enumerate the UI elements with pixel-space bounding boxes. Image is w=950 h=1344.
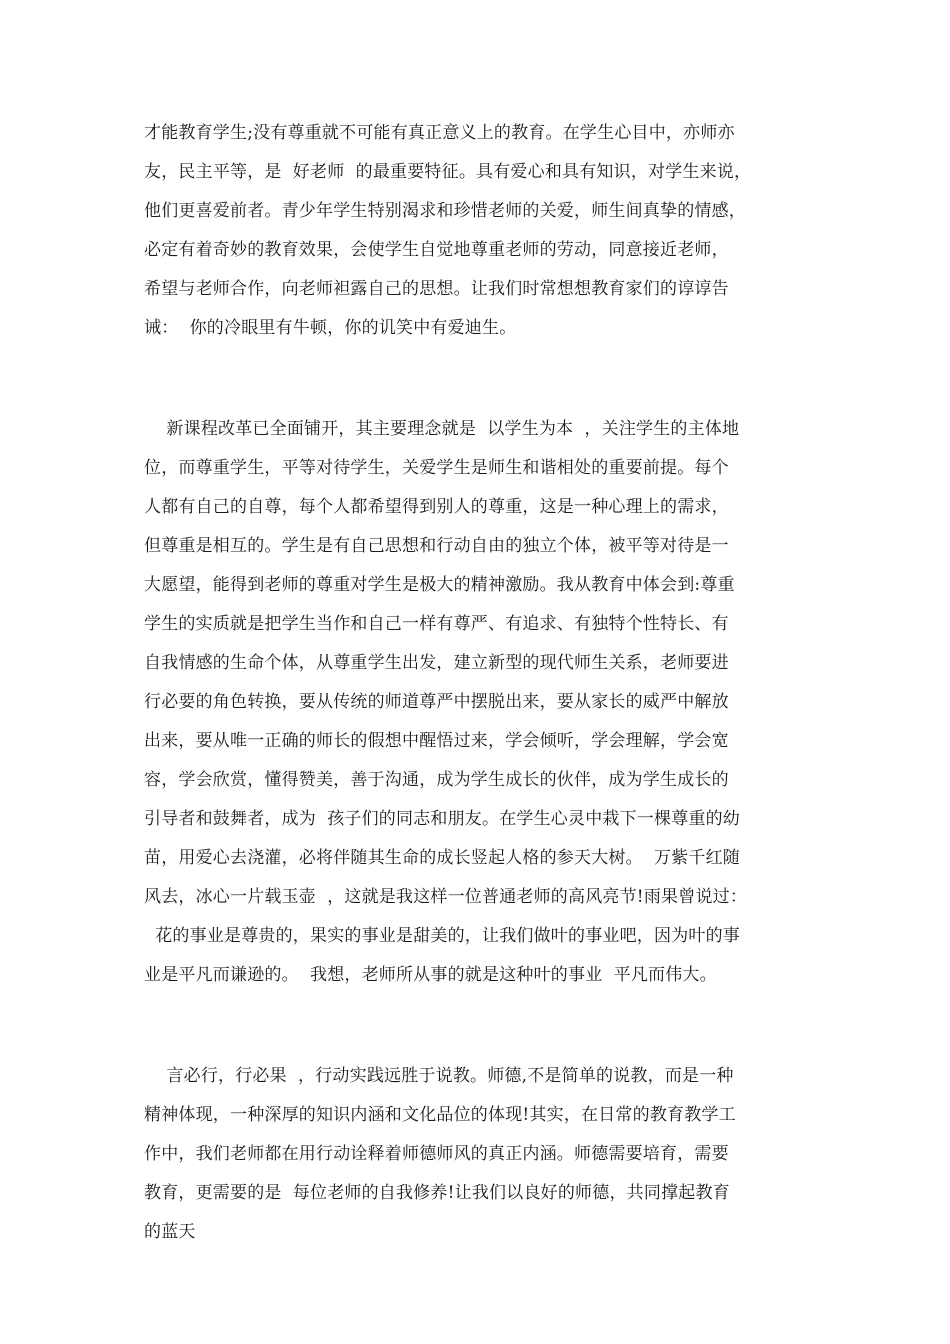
paragraph-line: 作中，我们老师都在用行动诠释着师德师风的真正内涵。师德需要培育，需要: [144, 1144, 729, 1164]
paragraph-line: 行必要的角色转换，要从传统的师道尊严中摆脱出来，要从家长的威严中解放: [144, 692, 729, 712]
paragraph-line: 希望与老师合作，向老师袒露自己的思想。让我们时常想想教育家们的谆谆告: [144, 279, 729, 299]
paragraph-line: 风去，冰心一片载玉壶 ，这就是我这样一位普通老师的高风亮节!雨果曾说过：: [144, 887, 748, 907]
paragraph-line: 业是平凡而谦逊的。 我想，老师所从事的就是这种叶的事业 平凡而伟大。: [144, 965, 717, 985]
paragraph-line: 但尊重是相互的。学生是有自己思想和行动自由的独立个体，被平等对待是一: [144, 536, 729, 556]
paragraph-line: 苗，用爱心去浇灌，必将伴随其生命的成长竖起人格的参天大树。 万紫千红随: [144, 848, 741, 868]
paragraph-line: 出来，要从唯一正确的师长的假想中醒悟过来，学会倾听，学会理解，学会宽: [144, 731, 729, 751]
paragraph-line: 言必行，行必果 ，行动实践远胜于说教。师德,不是简单的说教，而是一种: [144, 1066, 734, 1086]
paragraph-line: 位，而尊重学生，平等对待学生，关爱学生是师生和谐相处的重要前提。每个: [144, 458, 729, 478]
paragraph-line: 自我情感的生命个体，从尊重学生出发，建立新型的现代师生关系，老师要进: [144, 653, 729, 673]
paragraph-line: 精神体现，一种深厚的知识内涵和文化品位的体现!其实，在日常的教育教学工: [144, 1105, 736, 1125]
paragraph-line: 的蓝天: [144, 1222, 196, 1242]
paragraph-line: 人都有自己的自尊，每个人都希望得到别人的尊重，这是一种心理上的需求，: [144, 497, 729, 517]
paragraph-line: 友，民主平等，是 好老师 的最重要特征。具有爱心和具有知识，对学生来说，: [144, 162, 752, 182]
paragraph-line: 容，学会欣赏，懂得赞美，善于沟通，成为学生成长的伙伴，成为学生成长的: [144, 770, 729, 790]
paragraph-line: 大愿望，能得到老师的尊重对学生是极大的精神激励。我从教育中体会到:尊重: [144, 575, 735, 595]
paragraph-line: 花的事业是尊贵的，果实的事业是甜美的，让我们做叶的事业吧，因为叶的事: [144, 926, 741, 946]
paragraph-line: 他们更喜爱前者。青少年学生特别渴求和珍惜老师的关爱，师生间真挚的情感，: [144, 201, 746, 221]
paragraph-line: 学生的实质就是把学生当作和自己一样有尊严、有追求、有独特个性特长、有: [144, 614, 729, 634]
paragraph-line: 必定有着奇妙的教育效果，会使学生自觉地尊重老师的劳动，同意接近老师，: [144, 240, 729, 260]
paragraph-line: 教育，更需要的是 每位老师的自我修养!让我们以良好的师德，共同撑起教育: [144, 1183, 730, 1203]
paragraph-line: 新课程改革已全面铺开，其主要理念就是 以学生为本 ，关注学生的主体地: [144, 419, 740, 439]
paragraph-line: 才能教育学生;没有尊重就不可能有真正意义上的教育。在学生心目中，亦师亦: [144, 123, 735, 143]
paragraph-line: 诫： 你的冷眼里有牛顿，你的讥笑中有爱迪生。: [144, 318, 517, 338]
paragraph-line: 引导者和鼓舞者，成为 孩子们的同志和朋友。在学生心灵中栽下一棵尊重的幼: [144, 809, 741, 829]
